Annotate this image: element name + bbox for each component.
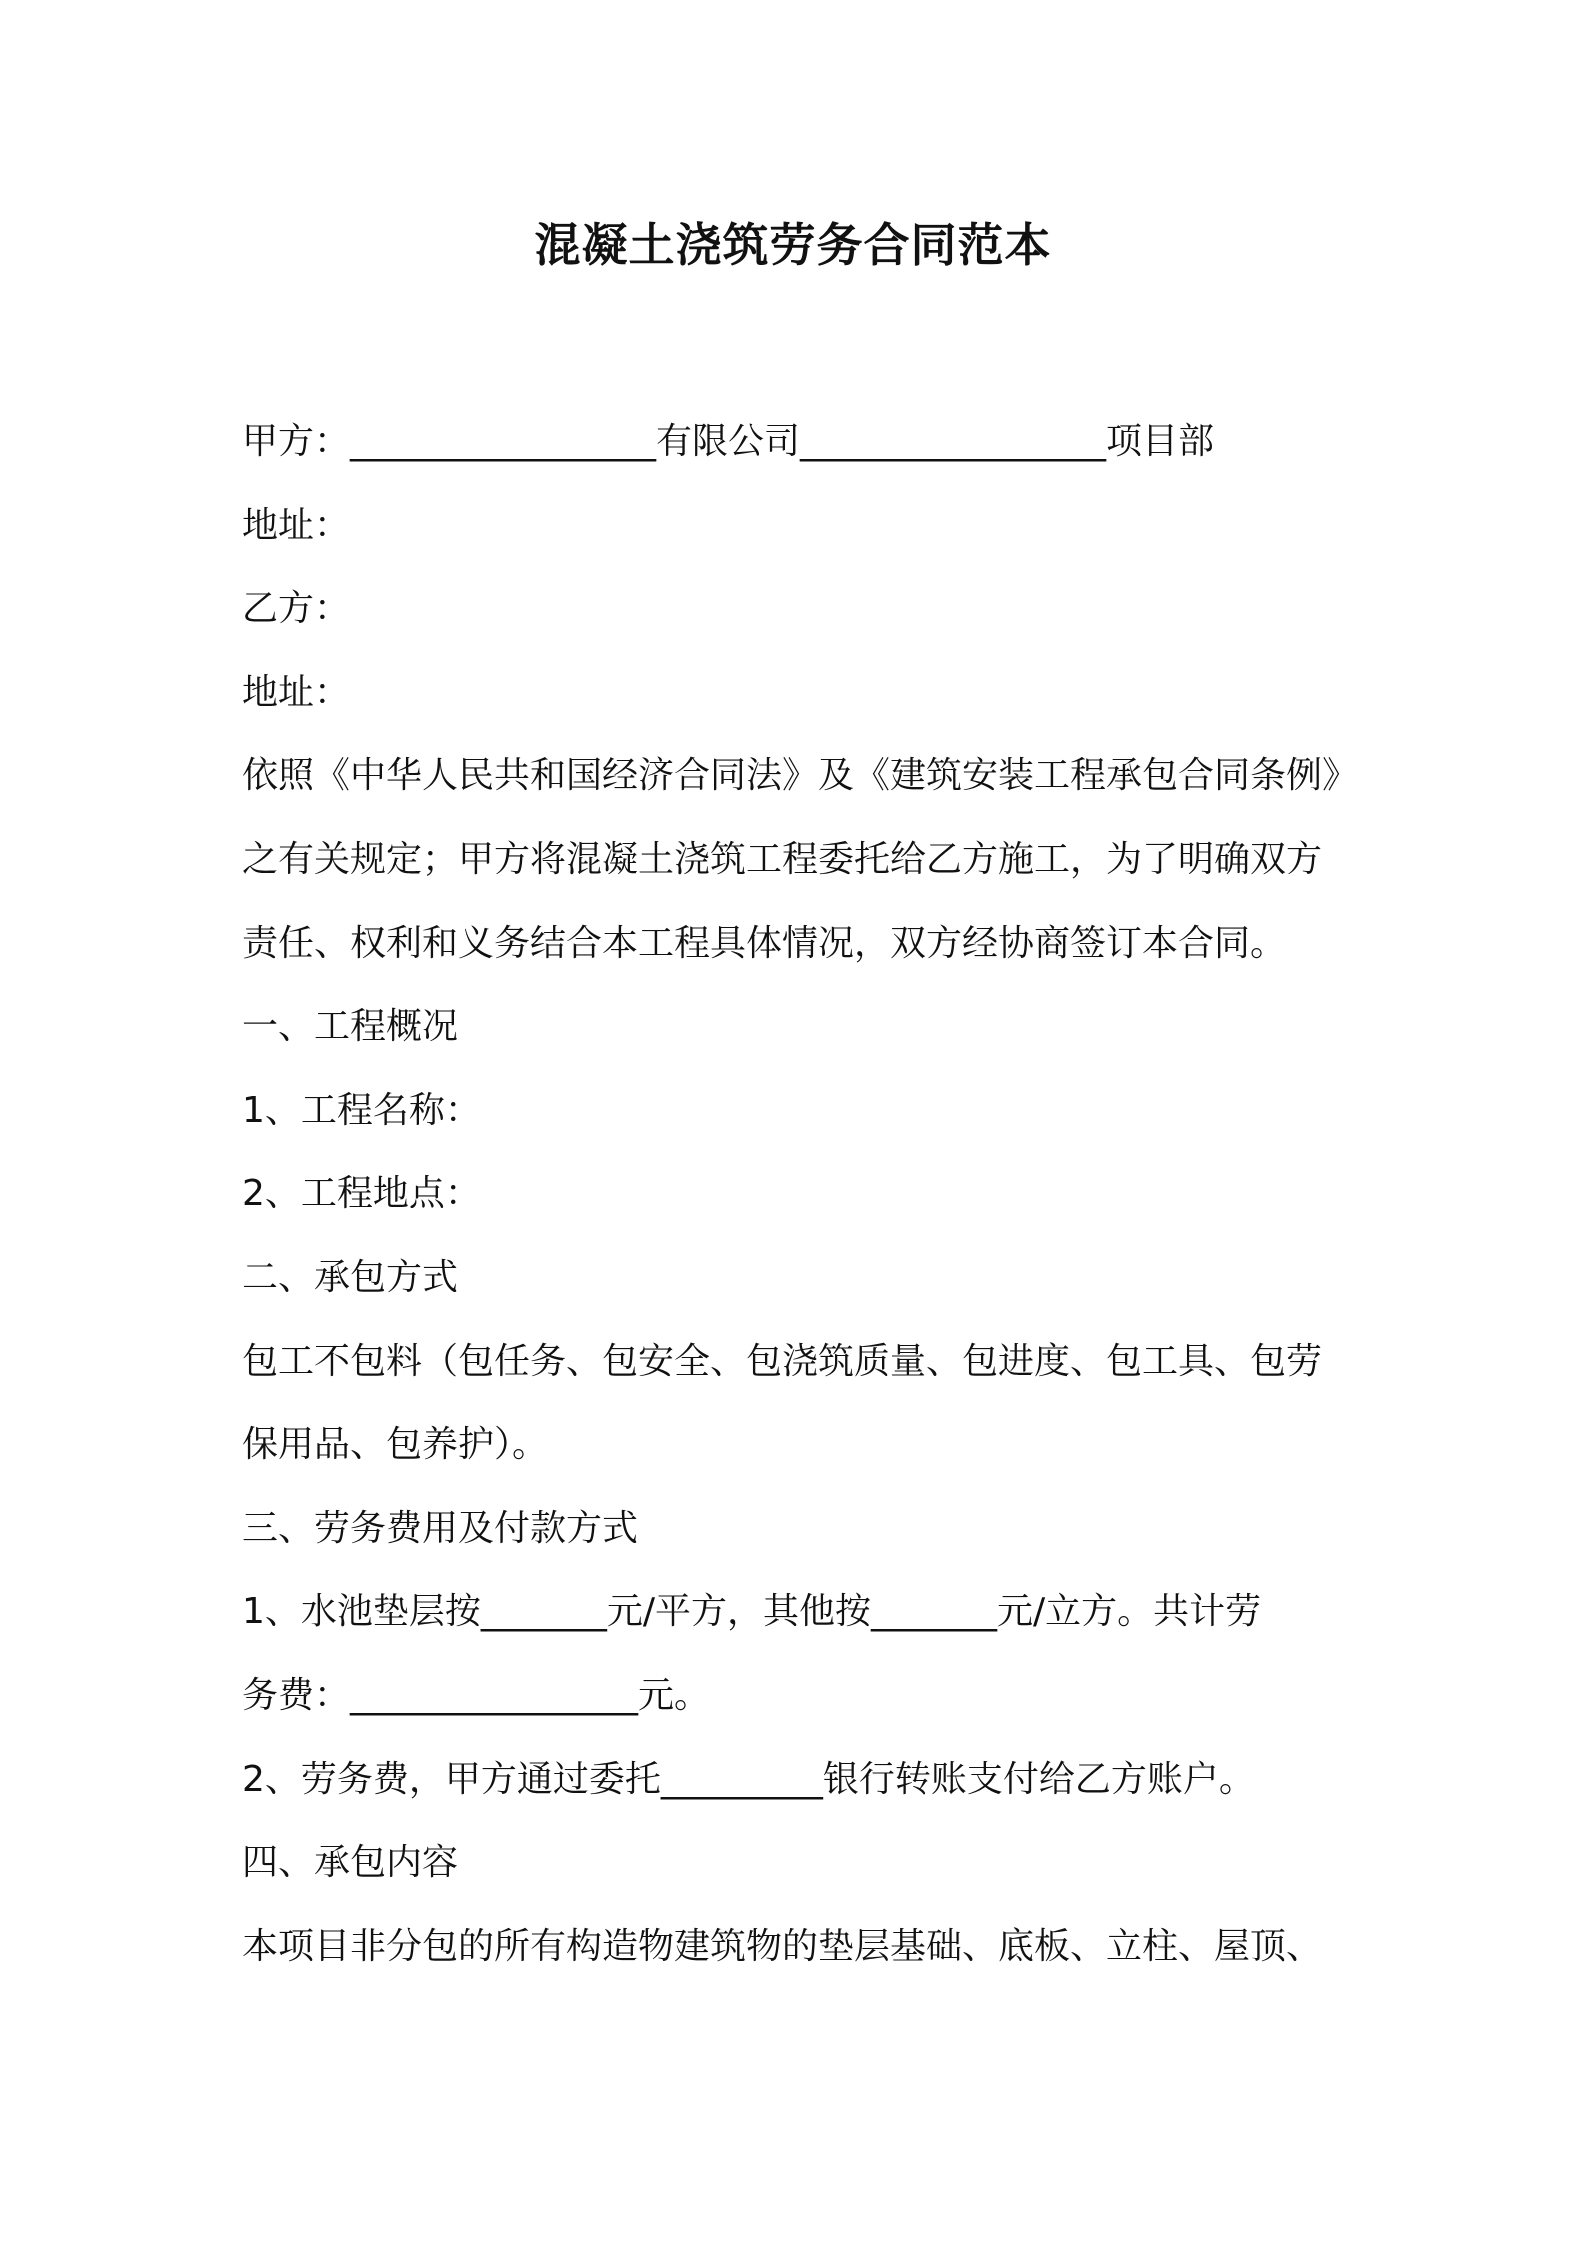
party-b-address-line: 地址： — [242, 671, 351, 713]
section-heading-2: 二、承包方式 — [242, 1256, 459, 1298]
preamble-line: 责任、权利和义务结合本工程具体情况，双方经协商签订本合同。 — [242, 922, 1287, 964]
scope-line: 本项目非分包的所有构造物建筑物的垫层基础、底板、立柱、屋顶、 — [242, 1925, 1323, 1967]
party-a-line: 甲方：_________________有限公司_________________项目部 — [242, 421, 1215, 462]
section-heading-4: 四、承包内容 — [242, 1842, 459, 1884]
party-b-line: 乙方： — [242, 588, 351, 630]
section-heading-3: 三、劳务费用及付款方式 — [242, 1507, 639, 1549]
contract-mode-line: 保用品、包养护）。 — [242, 1424, 549, 1466]
document-title: 混凝土浇筑劳务合同范本 — [534, 218, 1052, 272]
project-name-line: 1、工程名称： — [242, 1089, 481, 1131]
section-heading-1: 一、工程概况 — [242, 1006, 459, 1048]
preamble-line: 依照《中华人民共和国经济合同法》及《建筑安装工程承包合同条例》 — [242, 755, 1359, 797]
fee-line: 1、水池垫层按_______元/平方，其他按_______元/立方。共计劳 — [242, 1591, 1262, 1633]
document-body — [242, 400, 1362, 1988]
fee-line: 务费：________________元。 — [242, 1674, 711, 1716]
party-a-address-line: 地址： — [242, 504, 351, 546]
contract-mode-line: 包工不包料（包任务、包安全、包浇筑质量、包进度、包工具、包劳 — [242, 1340, 1323, 1382]
project-location-line: 2、工程地点： — [242, 1173, 481, 1215]
preamble-line: 之有关规定；甲方将混凝土浇筑工程委托给乙方施工，为了明确双方 — [242, 838, 1323, 880]
payment-line: 2、劳务费，甲方通过委托_________银行转账支付给乙方账户。 — [242, 1758, 1255, 1800]
